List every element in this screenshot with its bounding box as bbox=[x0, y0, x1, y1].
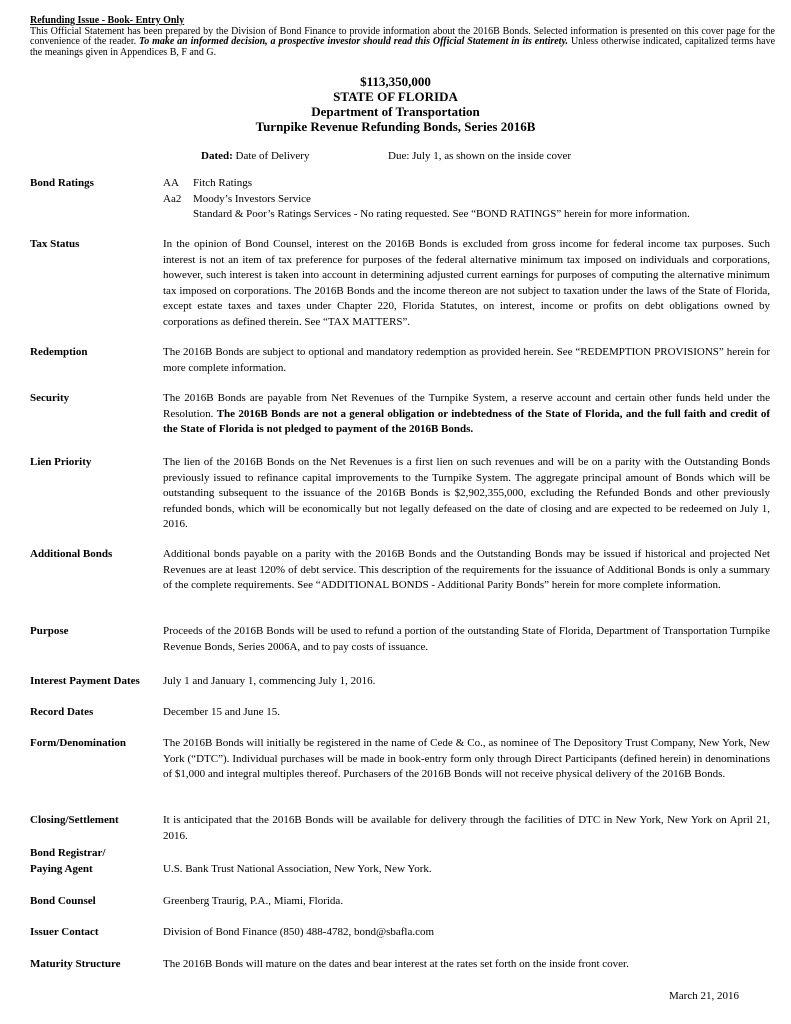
rating-agency: Moody’s Investors Service bbox=[193, 192, 311, 205]
section-label: Maturity Structure bbox=[30, 958, 121, 970]
section-label: Interest Payment Dates bbox=[30, 675, 140, 687]
bond-series: Turnpike Revenue Refunding Bonds, Series 2016B bbox=[255, 119, 536, 134]
section-text: Division of Bond Finance (850) 488-4782, bond@sbafla.com bbox=[163, 926, 435, 938]
section-label: Record Dates bbox=[30, 706, 94, 718]
section-label: Bond Counsel bbox=[30, 895, 96, 907]
section-closing-settlement bbox=[30, 813, 770, 844]
section-label: Tax Status bbox=[30, 238, 80, 250]
section-maturity-structure bbox=[30, 957, 770, 973]
section-lien-priority bbox=[30, 455, 770, 533]
section-label: Closing/Settlement bbox=[30, 814, 119, 826]
intro-emphasis: To make an informed decision, a prospective investor should read this Official Statement in its entirety. bbox=[139, 36, 569, 47]
issue-tag: Refunding Issue - Book- Entry Only bbox=[30, 15, 185, 26]
ratings-list bbox=[163, 176, 770, 223]
registrar-label-line-2: Paying Agent bbox=[30, 862, 93, 875]
section-additional-bonds bbox=[30, 547, 770, 594]
rating-code: Aa2 bbox=[163, 192, 182, 205]
section-redemption bbox=[30, 345, 770, 376]
section-text: July 1 and January 1, commencing July 1, 2016. bbox=[163, 675, 376, 687]
section-label: Security bbox=[30, 392, 70, 404]
section-label: Issuer Contact bbox=[30, 926, 99, 938]
section-text: The lien of the 2016B Bonds on the Net Revenues is a first lien on such revenues and will be on a parity with the Outstanding Bonds previously issued to refinance capital improvements to the Turnpike System. The aggregate principal amount of Bonds which will be outstanding subsequent to the issuance of the 2016B Bonds is $2,902,355,000, excluding the Refunded Bonds and other previously refunded bonds, which will be economically but not legally defeased on the date of closing and are expected to be redeemed on July 1, 2016. bbox=[163, 456, 770, 530]
security-text: The 2016B Bonds are payable from Net Revenues of the Turnpike System, a reserve account and certain other funds held under the Resolution. bbox=[163, 392, 770, 420]
intro-paragraph bbox=[30, 27, 775, 59]
department-name: Department of Transportation bbox=[311, 104, 480, 119]
section-text: It is anticipated that the 2016B Bonds will be available for delivery through the facilities of DTC in New York, New York on April 21, 2016. bbox=[163, 814, 770, 842]
section-label bbox=[30, 846, 160, 877]
section-purpose bbox=[30, 624, 770, 655]
issue-amount: $113,350,000 bbox=[360, 74, 431, 89]
section-label: Form/Denomination bbox=[30, 737, 126, 749]
section-label: Lien Priority bbox=[30, 456, 92, 468]
section-label: Purpose bbox=[30, 625, 69, 637]
dated-value: Date of Delivery bbox=[235, 150, 310, 162]
title-block bbox=[0, 74, 791, 134]
section-bond-registrar bbox=[30, 846, 770, 877]
section-label: Additional Bonds bbox=[30, 548, 113, 560]
section-text: Proceeds of the 2016B Bonds will be used to refund a portion of the outstanding State of Florida, Department of Transportation Turnpike Revenue Bonds, Series 2006A, and to pay costs of issuance. bbox=[163, 625, 770, 653]
section-label: Redemption bbox=[30, 346, 88, 358]
intro-text: This Official Statement has been prepared by the Division of Bond Finance to provide information about the 2016B Bonds. Selected information is presented on this cover page for the convenience of the reader. bbox=[30, 25, 775, 47]
section-bond-ratings bbox=[30, 176, 770, 223]
section-text: Additional bonds payable on a parity with the 2016B Bonds and the Outstanding Bonds may be issued if historical and projected Net Revenues are at least 120% of debt service. This description of the requirements for the issuance of Additional Bonds is only a summary of the complete requirements. See “ADDITIONAL BONDS - Additional Parity Bonds” herein for more complete information. bbox=[163, 548, 770, 591]
section-form-denomination bbox=[30, 736, 770, 783]
section-text: The 2016B Bonds will mature on the dates and bear interest at the rates set forth on the inside front cover. bbox=[163, 958, 629, 970]
cover-header bbox=[30, 16, 775, 58]
section-text: The 2016B Bonds are subject to optional and mandatory redemption as provided herein. See “REDEMPTION PROVISIONS” herein for more complete information. bbox=[163, 346, 770, 374]
rating-code: AA bbox=[163, 177, 179, 189]
rating-fitch bbox=[163, 176, 770, 192]
section-text: Greenberg Traurig, P.A., Miami, Florida. bbox=[163, 895, 344, 907]
dated-label: Dated: bbox=[201, 150, 233, 162]
document-date: March 21, 2016 bbox=[669, 990, 739, 1002]
section-text: In the opinion of Bond Counsel, interest on the 2016B Bonds is excluded from gross income for federal income tax purposes. Such interest is not an item of tax preference for purposes of the federal alternative minimum tax imposed on individuals and corporations, however, such interest is taken into account in determining adjusted current earnings for purposes of computing the alternative minimum tax imposed on corporations. The 2016B Bonds and the income thereon are not subject to taxation under the laws of the State of Florida, except estate taxes and taxes under Chapter 220, Florida Statutes, on interest, income or profits on debt obligations owned by corporations as defined therein. See “TAX MATTERS”. bbox=[163, 238, 770, 328]
due-line: Due: July 1, as shown on the inside cover bbox=[388, 150, 571, 162]
issuer-name: STATE OF FLORIDA bbox=[333, 89, 458, 104]
section-issuer-contact bbox=[30, 925, 770, 941]
section-text bbox=[163, 391, 770, 438]
rating-agency: Fitch Ratings bbox=[193, 177, 252, 189]
dated-line bbox=[201, 150, 309, 162]
section-tax-status bbox=[30, 237, 770, 330]
registrar-label-line-1: Bond Registrar/ bbox=[30, 847, 106, 859]
section-bond-counsel bbox=[30, 894, 770, 910]
intro-text-2: Unless otherwise indicated, capitalized terms have the meanings given in Appendices B, F and G. bbox=[30, 36, 776, 58]
section-text: U.S. Bank Trust National Association, New York, New York. bbox=[163, 862, 432, 875]
security-bold-text: The 2016B Bonds are not a general obligation or indebtedness of the State of Florida, and the full faith and credit of the State of Florida is not pledged to payment of the 2016B Bonds. bbox=[163, 407, 771, 435]
section-interest-payment-dates bbox=[30, 674, 770, 690]
section-text: December 15 and June 15. bbox=[163, 706, 280, 718]
section-record-dates bbox=[30, 705, 770, 721]
section-text: The 2016B Bonds will initially be registered in the name of Cede & Co., as nominee of The Depository Trust Company, New York, New York (“DTC”). Individual purchases will be made in book-entry form only through Direct Participants (defined herein) in denominations of $1,000 and integral multiples thereof. Purchasers of the 2016B Bonds will not receive physical delivery of the 2016B Bonds. bbox=[163, 737, 770, 780]
rating-note: Standard & Poor’s Ratings Services - No rating requested. See “BOND RATINGS” herein for more information. bbox=[193, 208, 690, 220]
section-label: Bond Ratings bbox=[30, 177, 94, 189]
rating-moodys bbox=[163, 192, 770, 208]
section-security bbox=[30, 391, 770, 438]
